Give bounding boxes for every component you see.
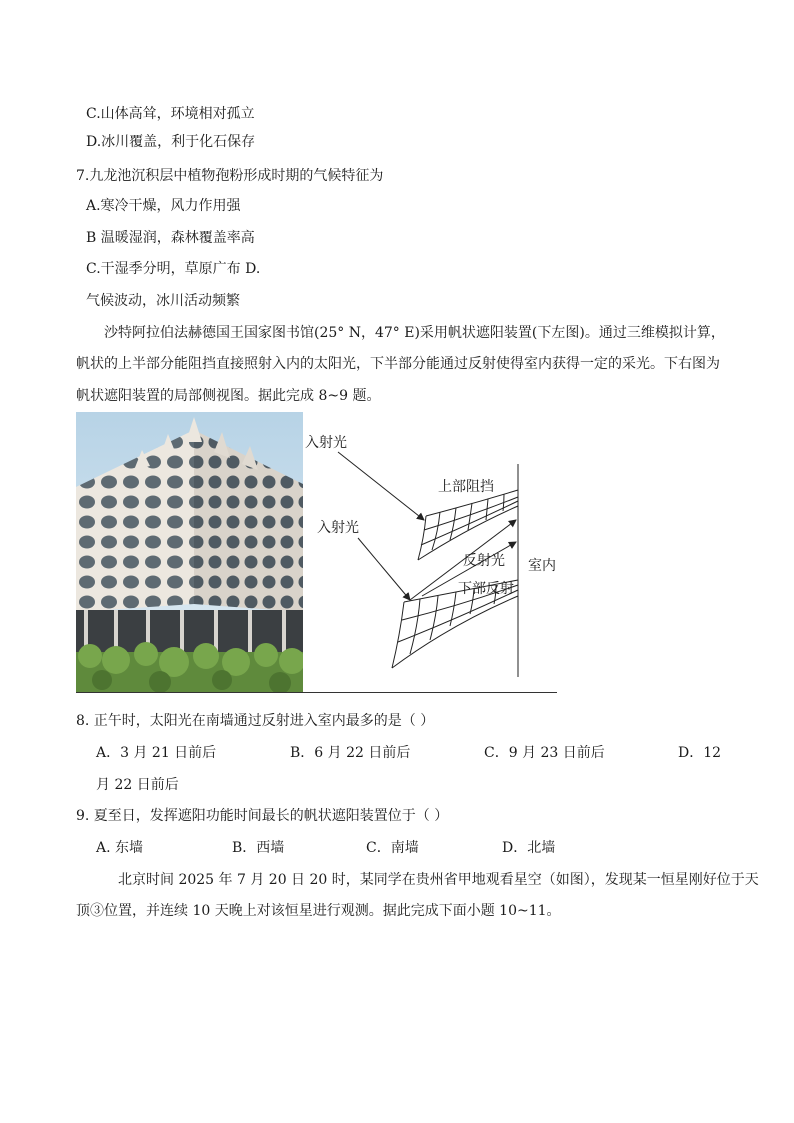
question-9: 9. 夏至日，发挥遮阳功能时间最长的帆状遮阳装置位于（ ） [76, 808, 449, 824]
label-upper-block: 上部阻挡 [438, 479, 494, 495]
passage-1-line-1: 沙特阿拉伯法赫德国王国家图书馆(25° N，47° E)采用帆状遮阳装置(下左图)。通过三维模拟计算， [104, 325, 725, 341]
library-photo [76, 412, 303, 693]
option-8d: D．12 [678, 745, 722, 761]
question-8: 8. 正午时，太阳光在南墙通过反射进入室内最多的是（ ） [76, 713, 435, 729]
option-8c: C．9 月 23 日前后 [484, 745, 605, 761]
option-6d: D.冰川覆盖，利于化石保存 [86, 134, 256, 150]
passage-1-line-3: 帆状遮阳装置的局部侧视图。据此完成 8~9 题。 [76, 388, 381, 404]
label-indoor: 室内 [528, 558, 556, 574]
option-7c: C.干湿季分明，草原广布 D. [86, 261, 261, 277]
option-8a: A．3 月 21 日前后 [96, 745, 217, 761]
option-9d: D．北墙 [502, 840, 556, 856]
option-8d-cont: 月 22 日前后 [96, 777, 179, 793]
passage-2-line-1: 北京时间 2025 年 7 月 20 日 20 时，某同学在贵州省甲地观看星空（如图），发现某一恒星刚好位于天 [118, 872, 759, 888]
incident-ray-upper [338, 452, 424, 520]
figure-baseline [76, 692, 557, 693]
option-6c: C.山体高耸，环境相对孤立 [86, 106, 255, 122]
option-7d: 气候波动，冰川活动频繁 [86, 293, 240, 309]
label-incident-1: 入射光 [305, 435, 347, 451]
label-incident-2: 入射光 [317, 520, 359, 536]
passage-1-line-2: 帆状的上半部分能阻挡直接照射入内的太阳光，下半部分能通过反射使得室内获得一定的采光。下右图为 [76, 356, 720, 372]
label-reflected: 反射光 [463, 553, 505, 569]
passage-2-line-2: 顶③位置，并连续 10 天晚上对该恒星进行观测。据此完成下面小题 10~11。 [76, 903, 561, 919]
question-7: 7.九龙池沉积层中植物孢粉形成时期的气候特征为 [76, 168, 384, 184]
option-7b: B 温暖湿润，森林覆盖率高 [86, 230, 255, 246]
option-9a: A. 东墙 [96, 840, 144, 856]
label-lower-reflect: 下部反射 [458, 581, 514, 597]
option-9b: B．西墙 [232, 840, 285, 856]
option-7a: A.寒冷干燥，风力作用强 [86, 198, 241, 214]
option-9c: C．南墙 [366, 840, 419, 856]
incident-ray-lower [358, 538, 410, 600]
option-8b: B．6 月 22 日前后 [290, 745, 411, 761]
sunshade-side-view-diagram [300, 420, 558, 696]
